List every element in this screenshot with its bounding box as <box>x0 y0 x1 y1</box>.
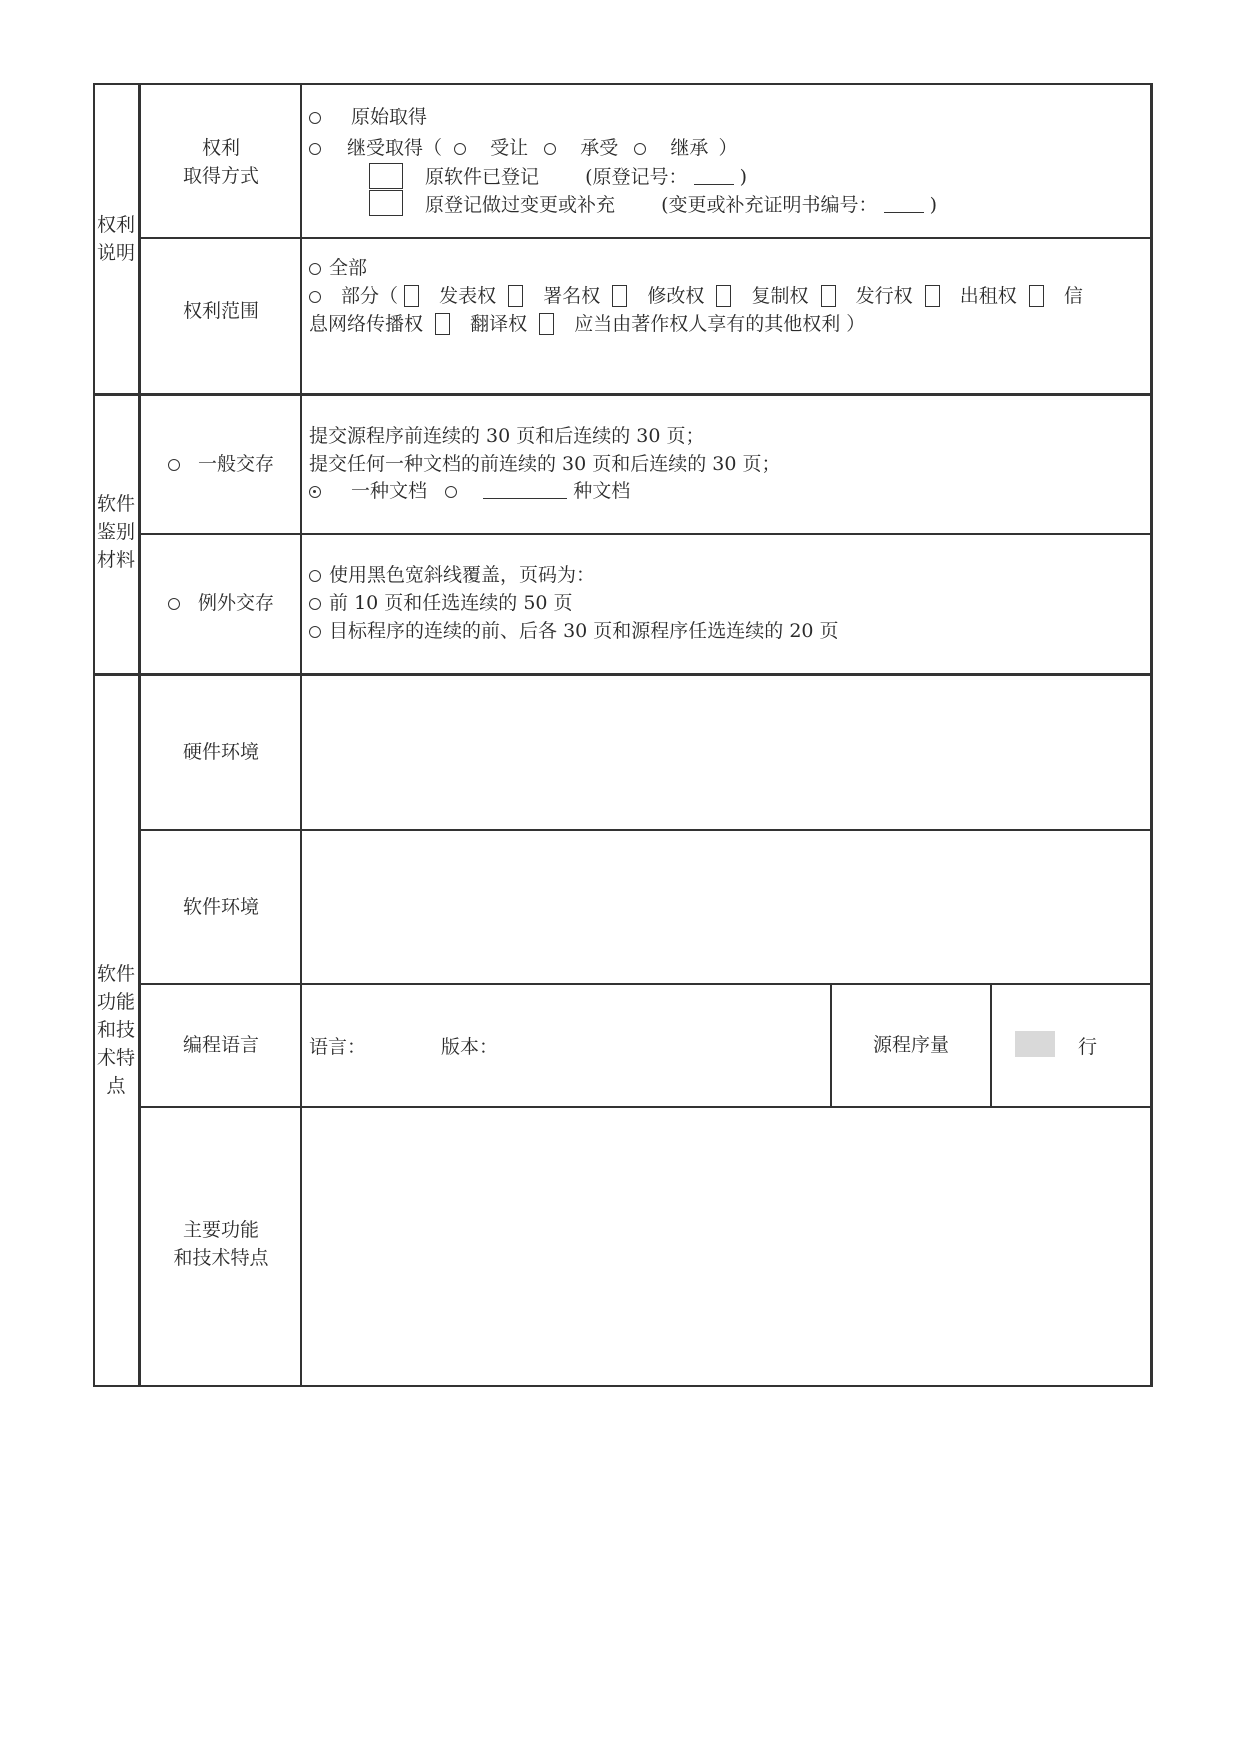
change-number-prefix: (变更或补充证明书编号： <box>661 194 878 216</box>
rights-group-label: 权利说明 <box>96 214 135 264</box>
table-border-top <box>93 83 1152 85</box>
version-field-label: 版本： <box>441 1036 499 1058</box>
language-input[interactable] <box>363 1029 423 1059</box>
change-number-field[interactable] <box>884 196 924 213</box>
info-network-right-checkbox[interactable] <box>1029 285 1044 307</box>
acquisition-original-row <box>309 106 427 128</box>
source-size-label: 源程序量 <box>872 1034 949 1056</box>
distribute-right-label: 发行权 <box>855 285 913 307</box>
other-rights-checkbox[interactable] <box>539 313 554 335</box>
hardware-field[interactable] <box>303 676 1150 829</box>
section-divider-1 <box>93 393 1152 396</box>
exception-deposit-radio[interactable] <box>168 598 180 610</box>
undertake-radio[interactable] <box>544 143 556 155</box>
row-divider-exception <box>138 533 1152 535</box>
original-label: 原始取得 <box>351 106 428 128</box>
scope-partial-radio[interactable] <box>309 291 321 303</box>
changed-label: 原登记做过变更或补充 <box>425 194 616 216</box>
language-col-divider-2 <box>990 983 992 1107</box>
general-line1: 提交源程序前连续的 30 页和后连续的 30 页； <box>309 425 705 447</box>
scope-all-label: 全部 <box>329 257 368 279</box>
row-divider-scope <box>138 237 1152 239</box>
exception-opt2-label: 前 10 页和任选连续的 50 页 <box>329 592 573 614</box>
inherited-close-paren: ） <box>718 137 738 159</box>
general-doc-row <box>309 480 630 502</box>
transfer-label: 受让 <box>490 137 529 159</box>
scope-all-row <box>309 257 367 279</box>
general-deposit-label: 一般交存 <box>198 453 275 475</box>
exception-opt2-radio[interactable] <box>309 598 321 610</box>
transfer-radio[interactable] <box>454 143 466 155</box>
scope-partial-label: 部分（ <box>341 285 399 307</box>
publish-right-checkbox[interactable] <box>404 285 419 307</box>
main-features-label-line2: 和技术特点 <box>173 1247 269 1269</box>
general-deposit-radio[interactable] <box>168 459 180 471</box>
version-input[interactable] <box>493 1029 813 1059</box>
scope-label: 权利范围 <box>182 300 259 322</box>
language-field-label: 语言： <box>309 1036 367 1058</box>
features-group-label: 软件功能和技术特点 <box>96 963 135 1097</box>
registration-number-close: ) <box>739 166 747 188</box>
original-radio[interactable] <box>309 112 321 124</box>
row-divider-language <box>138 983 1152 985</box>
registration-number-field[interactable] <box>694 168 734 185</box>
modify-right-label: 修改权 <box>647 285 705 307</box>
n-doc-radio[interactable] <box>445 486 457 498</box>
copy-right-label: 复制权 <box>751 285 809 307</box>
other-rights-label: 应当由著作权人享有的其他权利 <box>574 313 841 335</box>
registered-row <box>425 166 747 188</box>
registration-number-prefix: (原登记号： <box>585 166 688 188</box>
registered-label: 原软件已登记 <box>425 166 540 188</box>
registration-form-table <box>93 83 1152 1387</box>
inherited-label: 继受取得（ <box>347 137 443 159</box>
one-doc-label: 一种文档 <box>351 480 428 502</box>
scope-partial-row-2 <box>309 313 865 335</box>
undertake-label: 承受 <box>580 137 619 159</box>
publish-right-label: 发表权 <box>439 285 497 307</box>
exception-opt2-row <box>309 592 573 614</box>
exception-opt1-radio[interactable] <box>309 570 321 582</box>
acquisition-label-line1: 权利 <box>201 137 240 159</box>
info-network-right-label-part2: 息网络传播权 <box>309 313 424 335</box>
inherited-radio[interactable] <box>309 143 321 155</box>
exception-opt1-row <box>309 564 595 586</box>
scope-close-paren: ） <box>846 313 866 335</box>
exception-opt3-label: 目标程序的连续的前、后各 30 页和源程序任选连续的 20 页 <box>329 620 839 642</box>
exception-opt3-radio[interactable] <box>309 626 321 638</box>
distribute-right-checkbox[interactable] <box>821 285 836 307</box>
scope-partial-row <box>309 285 1083 307</box>
exception-opt3-row <box>309 620 839 642</box>
rent-right-checkbox[interactable] <box>925 285 940 307</box>
n-doc-count-field[interactable] <box>483 482 567 499</box>
translate-right-checkbox[interactable] <box>435 313 450 335</box>
table-border-right <box>1150 83 1153 1387</box>
scope-all-radio[interactable] <box>309 263 321 275</box>
label-column-divider <box>300 83 302 1387</box>
table-border-bottom <box>93 1385 1152 1387</box>
copy-right-checkbox[interactable] <box>716 285 731 307</box>
main-features-label-line1: 主要功能 <box>182 1219 259 1241</box>
inherit-radio[interactable] <box>634 143 646 155</box>
language-label: 编程语言 <box>182 1034 259 1056</box>
registered-checkbox[interactable] <box>369 163 403 189</box>
modify-right-checkbox[interactable] <box>612 285 627 307</box>
n-doc-label: 种文档 <box>573 480 631 502</box>
exception-opt1-label: 使用黑色宽斜线覆盖，页码为： <box>329 564 596 586</box>
info-network-right-label-part1: 信 <box>1063 285 1083 307</box>
source-lines-input[interactable] <box>1015 1031 1055 1057</box>
signature-right-checkbox[interactable] <box>508 285 523 307</box>
general-line2: 提交任何一种文档的前连续的 30 页和后连续的 30 页； <box>309 453 781 475</box>
changed-checkbox[interactable] <box>369 190 403 216</box>
hardware-label: 硬件环境 <box>182 741 259 763</box>
main-features-field[interactable] <box>303 1108 1150 1384</box>
acquisition-inherited-row <box>309 137 737 159</box>
one-doc-radio[interactable] <box>309 486 321 498</box>
software-label: 软件环境 <box>182 896 259 918</box>
change-number-close: ) <box>929 194 937 216</box>
acquisition-label-line2: 取得方式 <box>182 165 259 187</box>
rent-right-label: 出租权 <box>959 285 1017 307</box>
lines-unit-label: 行 <box>1078 1036 1098 1058</box>
exception-deposit-label: 例外交存 <box>198 592 275 614</box>
inherit-label: 继承 <box>670 137 709 159</box>
group-column-divider <box>138 83 141 1387</box>
software-field[interactable] <box>303 831 1150 983</box>
exception-deposit-label-row <box>141 592 301 614</box>
materials-group-label: 软件鉴别材料 <box>96 493 135 571</box>
signature-right-label: 署名权 <box>543 285 601 307</box>
table-border-left <box>93 83 95 1387</box>
general-deposit-label-row <box>141 453 301 475</box>
changed-row <box>425 194 937 216</box>
translate-right-label: 翻译权 <box>470 313 528 335</box>
